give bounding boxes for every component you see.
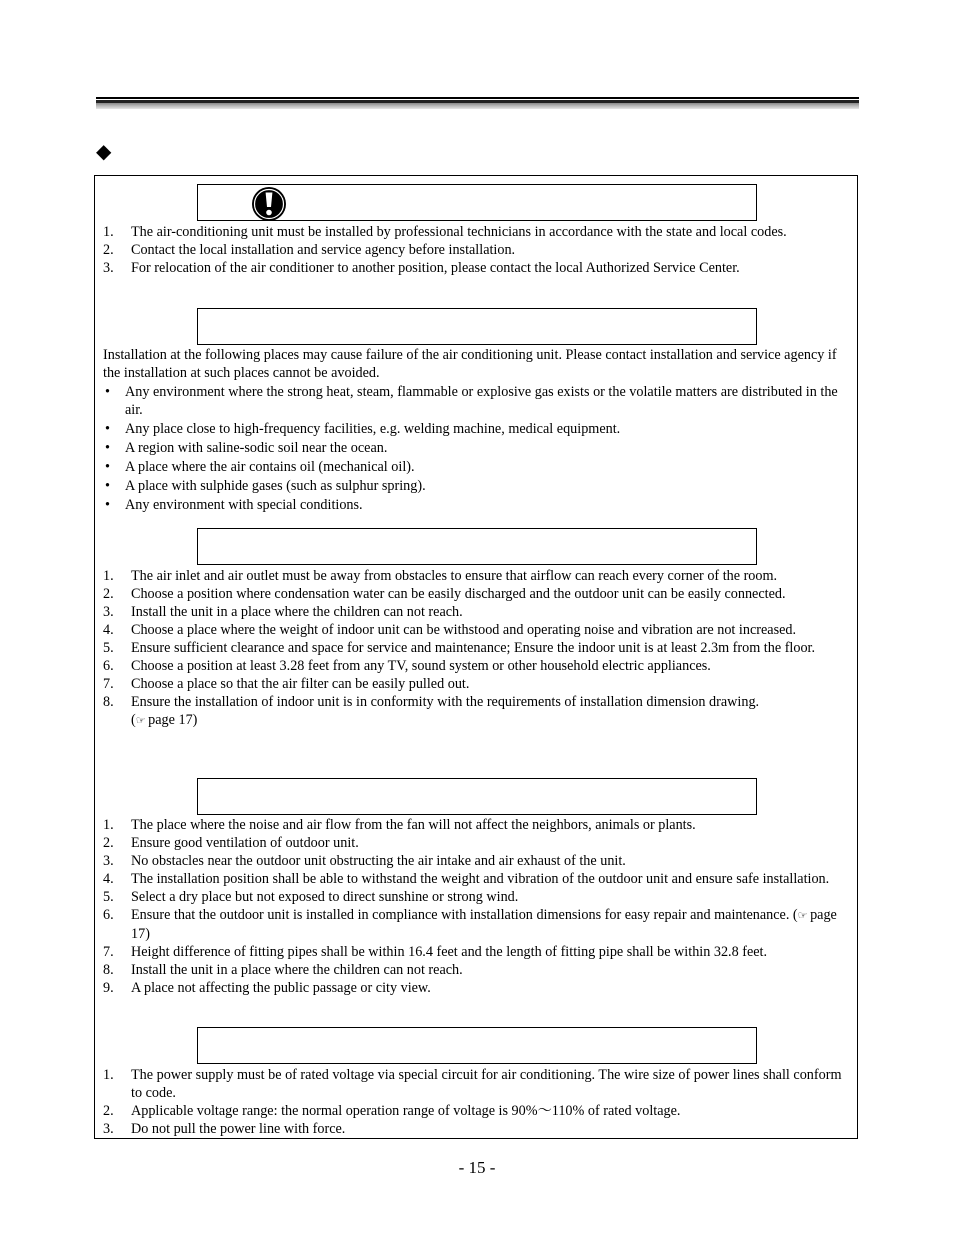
list-item: 3. No obstacles near the outdoor unit obstructing the air intake and air exhaust of the unit. [103, 853, 626, 869]
list-item: 3. Install the unit in a place where the children can not reach. [103, 604, 463, 620]
list-item: 9. A place not affecting the public passage or city view. [103, 980, 431, 996]
list-item: 1. The place where the noise and air flow from the fan will not affect the neighbors, animals or plants. [103, 817, 696, 833]
section3-list [103, 567, 855, 730]
list-item: 2. Choose a position where condensation water can be easily discharged and the outdoor unit can be easily connected. [103, 586, 786, 602]
list-item: 2. Applicable voltage range: the normal operation range of voltage is 90%～110% of rated voltage. [103, 1103, 681, 1119]
section4-list [103, 816, 855, 997]
list-item: 2. Contact the local installation and service agency before installation. [103, 242, 516, 258]
list-item: • Any place close to high-frequency facilities, e.g. welding machine, medical equipment. [105, 421, 621, 437]
list-item: 7. Height difference of fitting pipes shall be within 16.4 feet and the length of fitting pipe shall be within 32.8 feet. [103, 944, 768, 960]
list-item: • Any environment where the strong heat, steam, flammable or explosive gas exists or the volatile matters are distributed in the air. [105, 384, 838, 418]
list-item: • Any environment with special conditions. [105, 497, 363, 513]
list-item: 3. Do not pull the power line with force. [103, 1121, 346, 1137]
list-item: 6. Choose a position at least 3.28 feet from any TV, sound system or other household electric appliances. [103, 658, 711, 674]
list-item: 8. Install the unit in a place where the children can not reach. [103, 962, 463, 978]
exclamation-icon [251, 186, 287, 222]
list-item: 1. The power supply must be of rated voltage via special circuit for air conditioning. The wire size of power lines shall conform to code. [103, 1067, 842, 1101]
list-item: 8. Ensure the installation of indoor unit is in conformity with the requirements of installation dimension drawing. (☞ page 17) [103, 694, 760, 728]
list-item: 6. Ensure that the outdoor unit is installed in compliance with installation dimensions for easy repair and maintenance. (☞ page 17) [103, 907, 837, 942]
heading-box-5 [197, 1027, 757, 1064]
list-item: 7. Choose a place so that the air filter can be easily pulled out. [103, 676, 470, 692]
heading-box-2 [197, 308, 757, 345]
section2-intro: Installation at the following places may cause failure of the air conditioning unit. Please contact installation and service agency if the installation at such places cannot be avoided. [103, 347, 837, 381]
list-item: • A place with sulphide gases (such as sulphur spring). [105, 478, 426, 494]
pointing-hand-icon: ☞ [797, 909, 807, 922]
list-item: 4. The installation position shall be able to withstand the weight and vibration of the outdoor unit and ensure safe installation. [103, 871, 830, 887]
list-item: 3. For relocation of the air conditioner to another position, please contact the local Authorized Service Center. [103, 260, 740, 276]
page-number: - 15 - [458, 1158, 496, 1177]
heading-box-3 [197, 528, 757, 565]
list-item: • A place where the air contains oil (mechanical oil). [105, 459, 415, 475]
list-item: 1. The air inlet and air outlet must be away from obstacles to ensure that airflow can reach every corner of the room. [103, 568, 778, 584]
list-item: • A region with saline-sodic soil near the ocean. [105, 440, 388, 456]
section-marker: ◆ [96, 141, 112, 163]
section1-list [103, 223, 855, 277]
list-item: 2. Ensure good ventilation of outdoor unit. [103, 835, 359, 851]
list-item: 5. Select a dry place but not exposed to direct sunshine or strong wind. [103, 889, 519, 905]
heading-box-4 [197, 778, 757, 815]
list-item: 5. Ensure sufficient clearance and space for service and maintenance; Ensure the indoor unit is at least 2.3m from the floor. [103, 640, 816, 656]
list-item: 1. The air-conditioning unit must be installed by professional technicians in accordance with the state and local codes. [103, 224, 787, 240]
pointing-hand-icon: ☞ [135, 714, 145, 727]
list-item: 4. Choose a place where the weight of indoor unit can be withstood and operating noise and vibration are not increased. [103, 622, 797, 638]
header-rule [96, 97, 859, 109]
section2-list [103, 383, 855, 515]
section5-list [103, 1066, 855, 1138]
